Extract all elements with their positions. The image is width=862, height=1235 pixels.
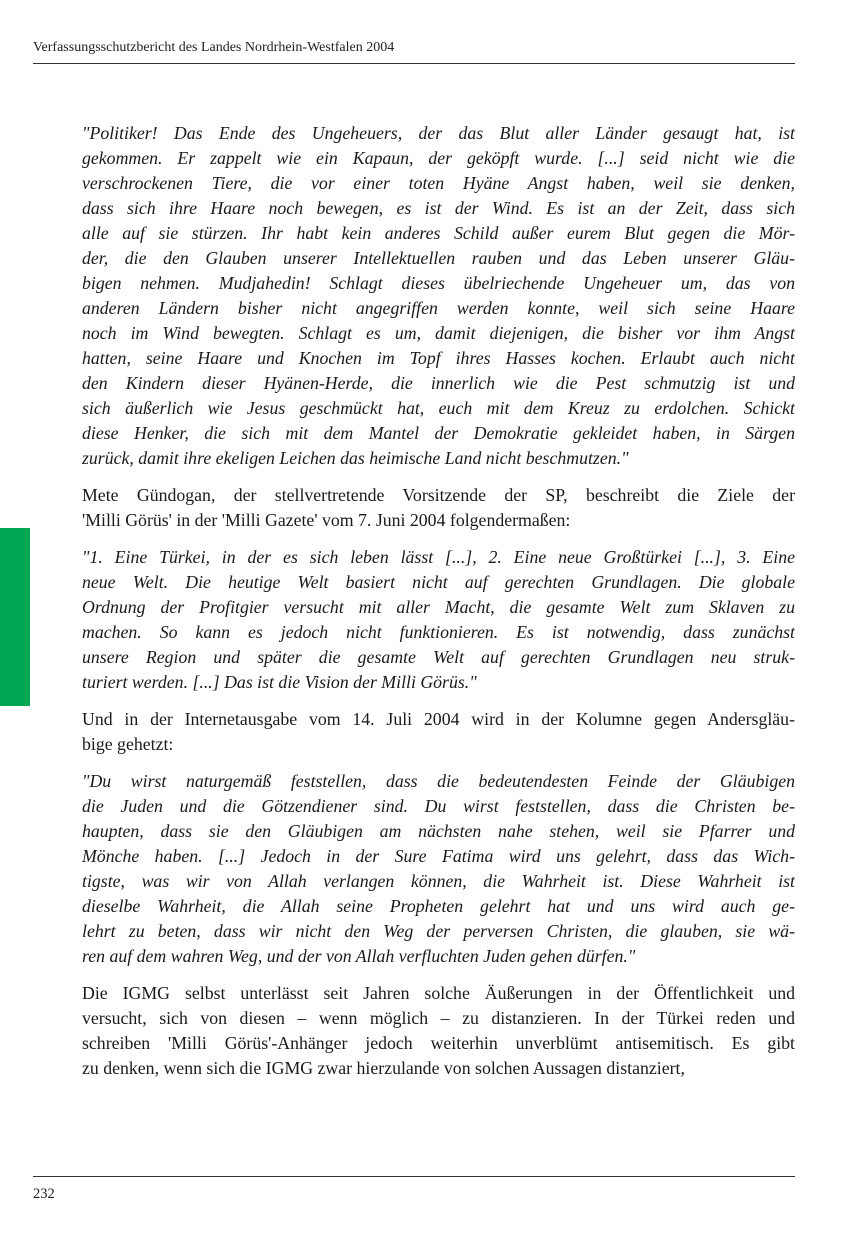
- text-line: tigste, was wir von Allah verlangen können, die Wahrheit ist. Diese Wahrheit ist: [82, 871, 795, 891]
- text-line: haupten, dass sie den Gläubigen am nächsten nahe stehen, weil sie Pfarrer und: [82, 821, 795, 841]
- text-line: Mönche haben. [...] Jedoch in der Sure Fatima wird uns gelehrt, dass das Wich-: [82, 846, 795, 866]
- chapter-marker-tab: [0, 528, 30, 706]
- text-line: unsere Region und später die gesamte Welt auf gerechten Grundlagen neu struk-: [82, 647, 795, 667]
- text-line: zurück, damit ihre ekeligen Leichen das heimische Land nicht beschmutzen.": [82, 448, 629, 468]
- text-line: zu denken, wenn sich die IGMG zwar hierzulande von solchen Aussagen distanziert,: [82, 1058, 685, 1078]
- text-line: Mete Gündogan, der stellvertretende Vorsitzende der SP, beschreibt die Ziele der: [82, 485, 795, 505]
- text-line: der, die den Glauben unserer Intellektuellen rauben und das Leben unserer Gläu-: [82, 248, 795, 268]
- paragraph-gap: [82, 695, 795, 707]
- text-line: dass sich ihre Haare noch bewegen, es ist der Wind. Es ist an der Zeit, dass sich: [82, 198, 795, 218]
- quotation-block: [82, 769, 795, 969]
- page-number: 232: [33, 1186, 55, 1202]
- text-line: noch im Wind bewegten. Schlagt es um, damit diejenigen, die bisher vor ihm Angst: [82, 323, 795, 343]
- text-line: hatten, seine Haare und Knochen im Topf ihres Hasses kochen. Erlaubt auch nicht: [82, 348, 795, 368]
- text-line: neue Welt. Die heutige Welt basiert nicht auf gerechten Grundlagen. Die globale: [82, 572, 795, 592]
- text-line: ren auf dem wahren Weg, und der von Allah verfluchten Juden gehen dürfen.": [82, 946, 636, 966]
- text-line: "1. Eine Türkei, in der es sich leben lässt [...], 2. Eine neue Großtürkei [...], 3. Eine: [82, 547, 795, 567]
- running-header: Verfassungsschutzbericht des Landes Nordrhein-Westfalen 2004: [33, 40, 395, 55]
- text-line: bige gehetzt:: [82, 734, 174, 754]
- text-line: versucht, sich von diesen – wenn möglich – zu distanzieren. In der Türkei reden und: [82, 1008, 795, 1028]
- text-line: bigen nehmen. Mudjahedin! Schlagt dieses übelriechende Ungeheuer um, das von: [82, 273, 795, 293]
- text-line: 'Milli Görüs' in der 'Milli Gazete' vom 7. Juni 2004 folgendermaßen:: [82, 510, 571, 530]
- paragraph: [82, 707, 795, 757]
- text-line: Ordnung der Profitgier versucht mit aller Macht, die gesamte Welt zum Sklaven zu: [82, 597, 795, 617]
- paragraph-gap: [82, 471, 795, 483]
- paragraph-gap: [82, 757, 795, 769]
- text-line: den Kindern dieser Hyänen-Herde, die innerlich wie die Pest schmutzig ist und: [82, 373, 795, 393]
- text-line: "Du wirst naturgemäß feststellen, dass die bedeutendesten Feinde der Gläubigen: [82, 771, 795, 791]
- text-line: anderen Ländern bisher nicht angegriffen werden konnte, weil sich seine Haare: [82, 298, 795, 318]
- quotation-block: [82, 545, 795, 695]
- text-line: gekommen. Er zappelt wie ein Kapaun, der geköpft wurde. [...] seid nicht wie die: [82, 148, 795, 168]
- text-line: schreiben 'Milli Görüs'-Anhänger jedoch weiterhin unverblümt antisemitisch. Es gibt: [82, 1033, 795, 1053]
- quotation-block: [82, 121, 795, 471]
- paragraph: [82, 981, 795, 1081]
- footer-rule: [33, 1176, 795, 1177]
- paragraph: [82, 483, 795, 533]
- text-line: die Juden und die Götzendiener sind. Du wirst feststellen, dass die Christen be-: [82, 796, 795, 816]
- text-line: lehrt zu beten, dass wir nicht den Weg der perversen Christen, die glauben, sie wä-: [82, 921, 795, 941]
- text-line: sich äußerlich wie Jesus geschmückt hat, euch mit dem Kreuz zu erdolchen. Schickt: [82, 398, 795, 418]
- text-line: dieselbe Wahrheit, die Allah seine Propheten gelehrt hat und uns wird auch ge-: [82, 896, 795, 916]
- paragraph-gap: [82, 533, 795, 545]
- text-line: machen. So kann es jedoch nicht funktionieren. Es ist notwendig, dass zunächst: [82, 622, 795, 642]
- text-line: "Politiker! Das Ende des Ungeheuers, der das Blut aller Länder gesaugt hat, ist: [82, 123, 795, 143]
- text-line: verschrockenen Tiere, die vor einer toten Hyäne Angst haben, weil sie denken,: [82, 173, 795, 193]
- text-line: alle auf sie stürzen. Ihr habt kein anderes Schild außer eurem Blut gegen die Mör-: [82, 223, 795, 243]
- text-line: Und in der Internetausgabe vom 14. Juli 2004 wird in der Kolumne gegen Andersgläu-: [82, 709, 795, 729]
- body-text: [82, 121, 795, 1081]
- text-line: Die IGMG selbst unterlässt seit Jahren solche Äußerungen in der Öffentlichkeit und: [82, 983, 795, 1003]
- text-line: turiert werden. [...] Das ist die Vision der Milli Görüs.": [82, 672, 477, 692]
- text-line: diese Henker, die sich mit dem Mantel der Demokratie gekleidet haben, in Särgen: [82, 423, 795, 443]
- header-rule: [33, 63, 795, 64]
- paragraph-gap: [82, 969, 795, 981]
